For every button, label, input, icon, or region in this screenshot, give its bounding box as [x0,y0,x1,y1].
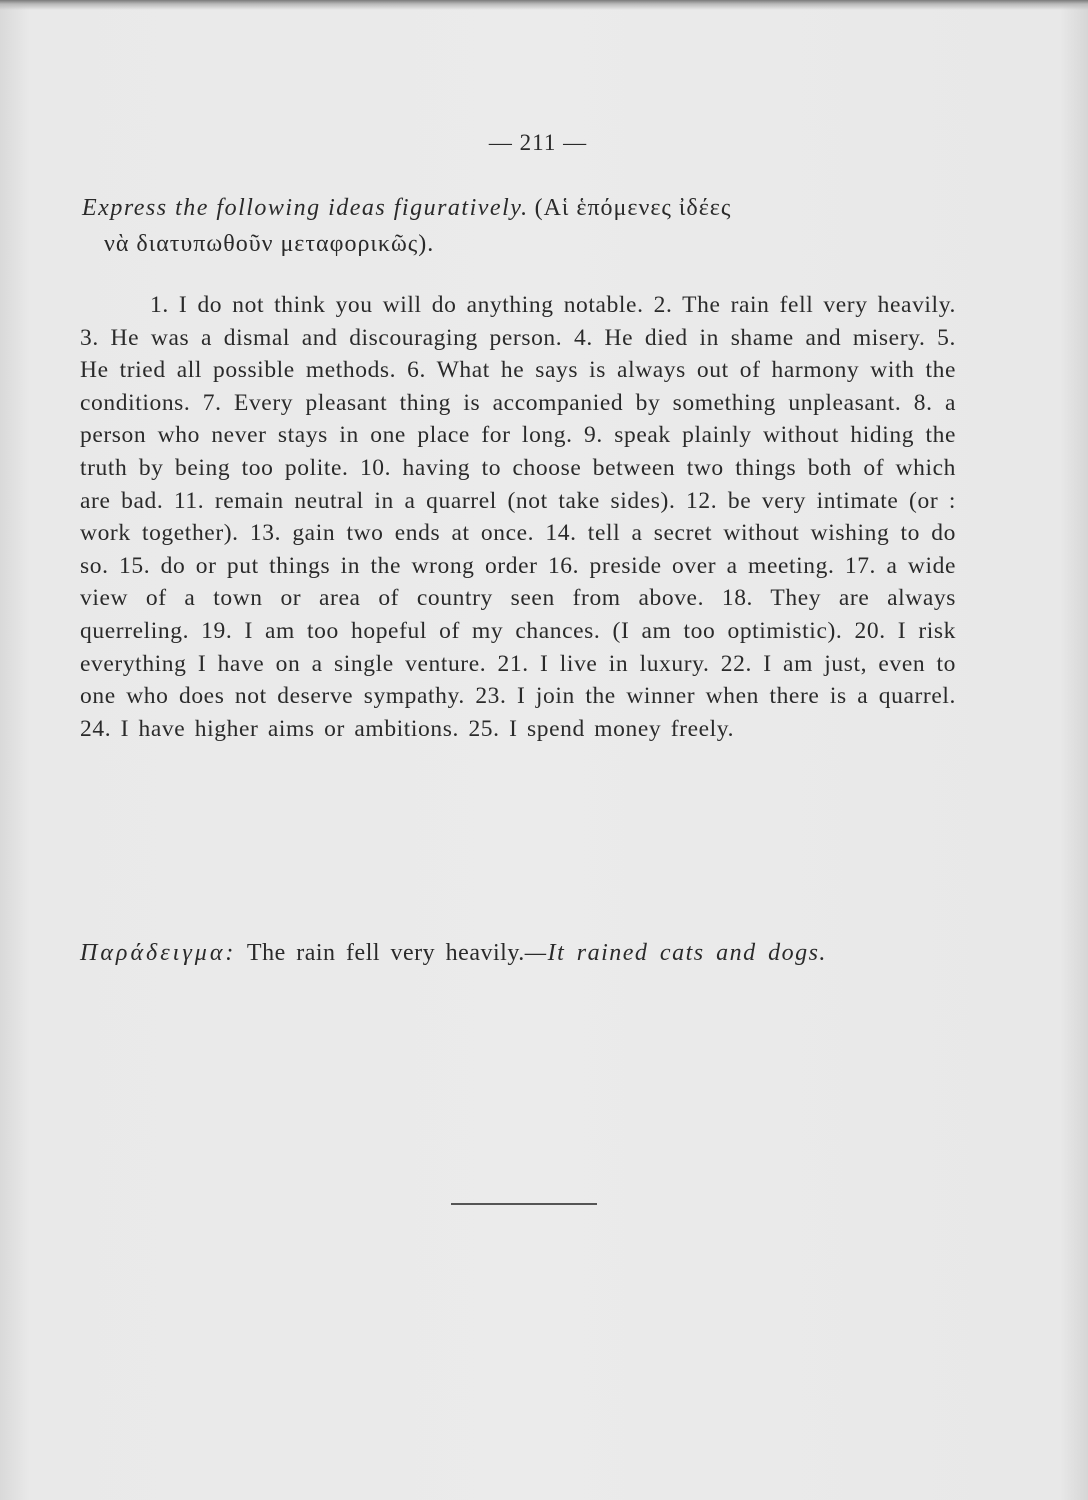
example-answer: —It rained cats and dogs. [524,940,827,966]
heading-greek-part2: νὰ διατυπωθοῦν μεταφορικῶς). [104,231,435,257]
exercise-sentences: 1. I do not think you will do anything notable. 2. The rain fell very heavily. 3. He was a dismal and discouraging person. 4. He died in shame and misery. 5. He tried all possible methods. 6. What he says is always out of harmony with the conditions. 7. Every pleasant thing is accompanied by something unpleasant. 8. a person who never stays in one place for long. 9. speak plainly without hiding the truth by being too polite. 10. having to choose between two things both of which are bad. 11. remain neutral in a quarrel (not take sides). 12. be very intimate (or : work together). 13. gain two ends at once. 14. tell a secret without wishing to do so. 15. do or put things in the wrong order 16. preside over a meeting. 17. a wide view of a town or area of country seen from above. 18. They are always querreling. 19. I am too hopeful of my chances. (I am too optimistic). 20. I risk everything I have on a single venture. 21. I live in luxury. 22. I am just, even to one who does not deserve sympathy. 23. I join the winner when there is a quarrel. 24. I have higher aims or ambitions. 25. I spend money freely. [80,292,956,742]
heading-english: Express the following ideas figuratively. [82,195,529,221]
example-label: Παράδειγμα: [80,940,237,966]
section-divider [451,1203,597,1205]
example-sentence: The rain fell very heavily. [246,940,525,966]
example-paragraph [80,937,956,969]
exercise-heading [82,190,962,262]
page-top-edge [0,0,1088,10]
show-through-bottom [60,1000,960,1340]
heading-greek-part1: (Αἱ ἑπόμενες ἰδέες [534,195,732,221]
page-number: — 211 — [488,130,588,155]
